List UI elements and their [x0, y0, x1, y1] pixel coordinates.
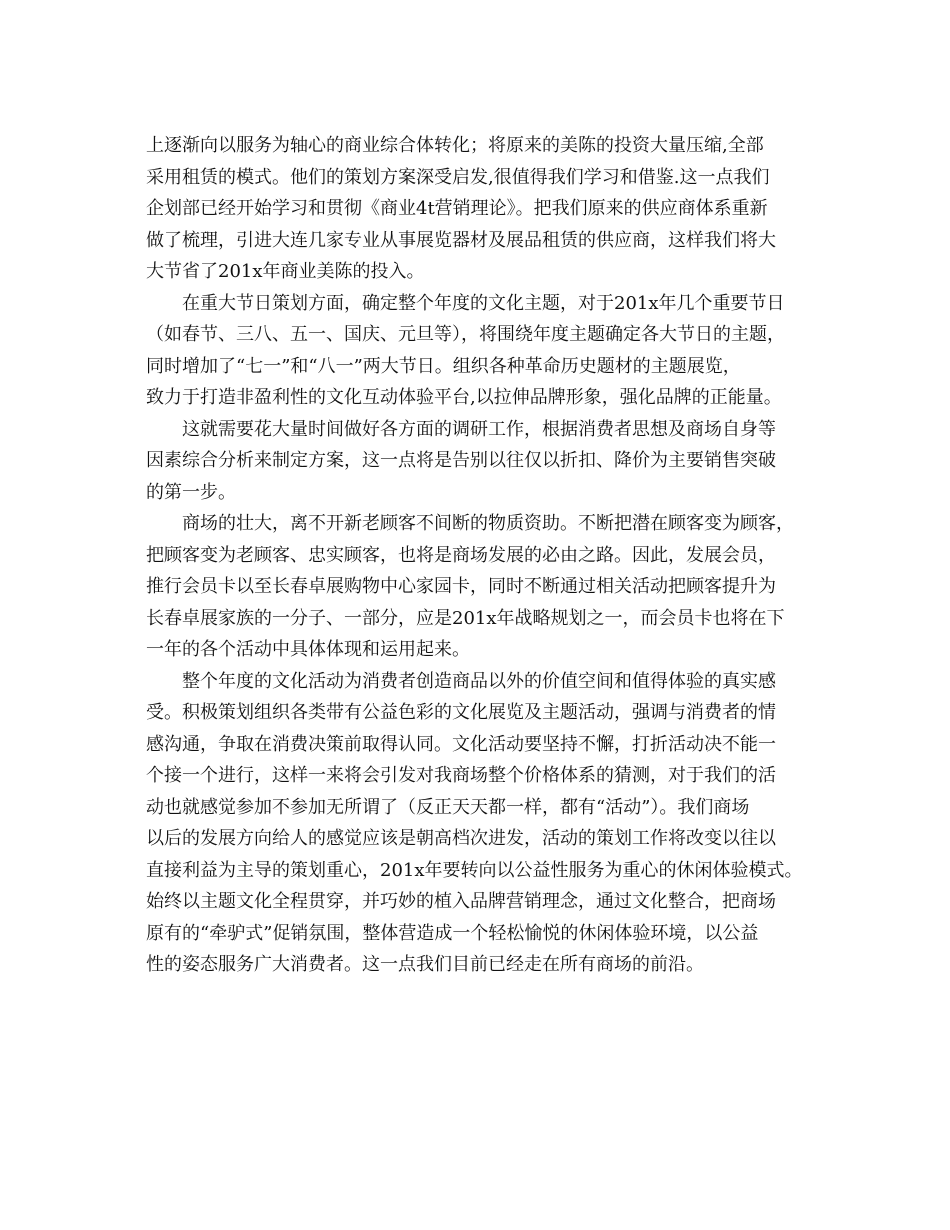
text-line: 以后的发展方向给人的感觉应该是朝高档次进发，活动的策划工作将改变以往以	[146, 828, 776, 849]
text-line: 原有的“牵驴式”促销氛围，整体营造成一个轻松愉悦的休闲体验环境，以公益	[146, 922, 759, 944]
text-line: 感沟通，争取在消费决策前取得认同。文化活动要坚持不懈，打折活动决不能一	[146, 733, 776, 755]
text-line: 这就需要花大量时间做好各方面的调研工作，根据消费者思想及商场自身等	[182, 418, 776, 440]
text-line: 大节省了201x年商业美陈的投入。	[146, 261, 425, 282]
text-line: 采用租赁的模式。他们的策划方案深受启发,很值得我们学习和借鉴.这一点我们	[146, 166, 770, 188]
text-line: 商场的壮大，离不开新老顾客不间断的物质资助。不断把潜在顾客变为顾客，	[182, 513, 794, 534]
text-line: 性的姿态服务广大消费者。这一点我们目前已经走在所有商场的前沿。	[146, 954, 704, 975]
text-line: 受。积极策划组织各类带有公益色彩的文化展览及主题活动，强调与消费者的情	[146, 702, 776, 723]
text-line: 在重大节日策划方面，确定整个年度的文化主题，对于201x年几个重要节日	[182, 292, 785, 314]
text-line: 同时增加了“七一”和“八一”两大节日。组织各种革命历史题材的主题展览，	[146, 355, 741, 377]
text-line: （如春节、三八、五一、国庆、元旦等），将围绕年度主题确定各大节日的主题，	[146, 324, 785, 345]
text-line: 推行会员卡以至长春卓展购物中心家园卡，同时不断通过相关活动把顾客提升为	[146, 576, 776, 597]
text-line: 动也就感觉参加不参加无所谓了（反正天天都一样，都有“活动”）。我们商场	[146, 796, 750, 818]
text-line: 一年的各个活动中具体体现和运用起来。	[146, 639, 470, 660]
text-line: 上逐渐向以服务为轴心的商业综合体转化；将原来的美陈的投资大量压缩,全部	[146, 135, 764, 156]
document-body	[146, 130, 826, 981]
text-line: 做了梳理，引进大连几家专业从事展览器材及展品租赁的供应商，这样我们将大	[146, 229, 776, 251]
text-line: 致力于打造非盈利性的文化互动体验平台,以拉伸品牌形象，强化品牌的正能量。	[146, 387, 782, 408]
text-line: 直接利益为主导的策划重心，201x年要转向以公益性服务为重心的休闲体验模式。	[146, 859, 803, 881]
text-line: 个接一个进行，这样一来将会引发对我商场整个价格体系的猜测，对于我们的活	[146, 765, 776, 786]
text-line: 把顾客变为老顾客、忠实顾客，也将是商场发展的必由之路。因此，发展会员，	[146, 544, 776, 566]
text-line: 因素综合分析来制定方案，这一点将是告别以往仅以折扣、降价为主要销售突破	[146, 450, 776, 471]
text-line: 始终以主题文化全程贯穿，并巧妙的植入品牌营销理念，通过文化整合，把商场	[146, 891, 776, 912]
text-line: 长春卓展家族的一分子、一部分，应是201x年战略规划之一，而会员卡也将在下	[146, 607, 785, 629]
text-line: 企划部已经开始学习和贯彻《商业4t营销理论》。把我们原来的供应商体系重新	[146, 198, 768, 219]
text-line: 的第一步。	[146, 481, 236, 503]
text-line: 整个年度的文化活动为消费者创造商品以外的价值空间和值得体验的真实感	[182, 670, 776, 692]
